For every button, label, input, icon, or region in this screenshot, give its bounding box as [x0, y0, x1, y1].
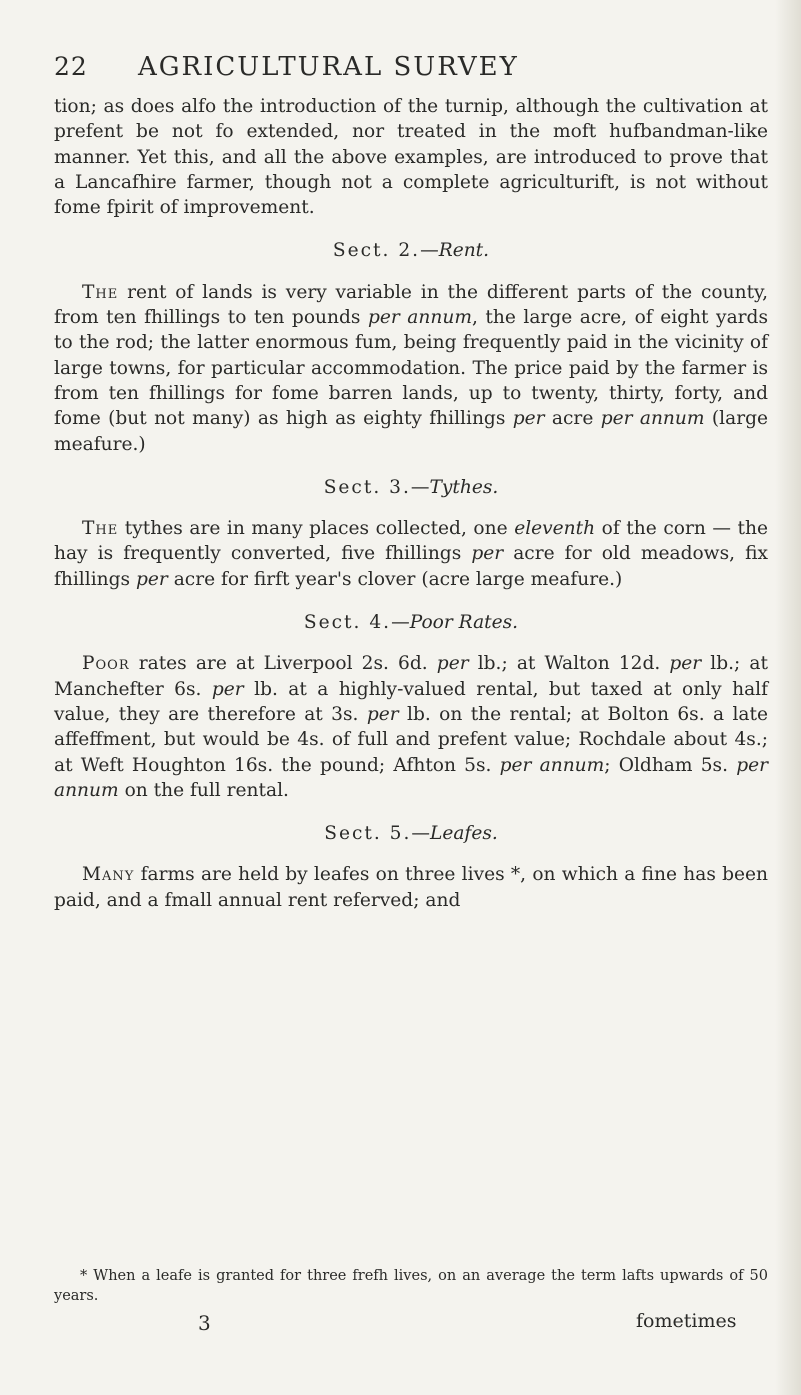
italic-run: per annum	[499, 754, 605, 776]
lead-word: Many	[82, 864, 135, 886]
footnote	[54, 1266, 768, 1306]
text-run: lb.; at Manchefter 6s.	[54, 653, 768, 700]
text-run: farms are held by leafes on three lives *, on which a fine has been paid, and a fmall annual rent referved; and	[54, 864, 768, 911]
section-title: Rent.	[438, 240, 490, 262]
text-run: of the corn — the hay is frequently converted, five fhillings	[54, 518, 768, 565]
section-paragraph-rent	[54, 280, 768, 457]
text-run: on the full rental.	[118, 779, 289, 801]
text-run: lb.; at Walton 12d.	[468, 653, 670, 675]
italic-run: per	[436, 653, 469, 675]
text-run: acre	[544, 408, 601, 430]
italic-run: per annum	[367, 307, 472, 329]
italic-run: per	[211, 678, 244, 700]
page-header	[54, 52, 774, 88]
section-heading-poor-rates: Sect. 4.—Poor Rates.	[303, 612, 519, 634]
section-heading-tythes: Sect. 3.—Tythes.	[323, 476, 499, 498]
italic-run: per	[471, 543, 504, 565]
section-paragraph-leases	[54, 862, 768, 913]
section-label: Sect. 3.	[323, 476, 411, 498]
section-title: Poor Rates.	[409, 612, 519, 634]
page-edge-shadow	[775, 0, 801, 1395]
signature-mark: 3	[198, 1311, 211, 1335]
section-label: Sect. 5.	[324, 823, 412, 845]
text-run: (large meafure.)	[54, 408, 768, 455]
lead-word: Poor	[82, 653, 130, 675]
opening-paragraph: tion; as does alfo the introduction of the turnip, although the cultivation at prefent be not fo extended, nor treated in the moft hufbandman-like manner. Yet this, and all the above examples, are introduced to prove that a Lancafhire farmer, though not a complete agriculturift, is not without fome fpirit of improvement.	[54, 96, 768, 219]
running-head: AGRICULTURAL SURVEY	[138, 52, 519, 82]
italic-run: per	[135, 568, 168, 590]
italic-run: per annum	[600, 408, 705, 430]
italic-run: eleventh	[514, 518, 596, 540]
section-title: Leafes.	[430, 823, 498, 845]
body-text	[54, 94, 768, 913]
italic-run: per annum	[54, 754, 768, 801]
lead-word: The	[82, 518, 119, 540]
lead-word: The	[82, 281, 119, 303]
footnote-text: * When a leafe is granted for three frefh lives, on an average the term lafts upwards of 50 years.	[54, 1268, 768, 1304]
italic-run: per	[669, 653, 702, 675]
section-label: Sect. 2.	[332, 240, 421, 262]
section-title: Tythes.	[429, 476, 499, 498]
text-run: rates are at Liverpool 2s. 6d.	[129, 653, 437, 675]
text-run: acre for old meadows, fix fhillings	[54, 543, 768, 590]
page-number: 22	[54, 52, 88, 81]
section-paragraph-tythes	[54, 516, 768, 592]
catchword: fometimes	[636, 1310, 737, 1332]
text-run: ; Oldham 5s.	[604, 754, 737, 776]
text-run: lb. on the rental; at Bolton 6s. a late affeffment, but would be 4s. of full and prefent value; Rochdale about 4s.; at Weft Houghton 16s. the pound; Afhton 5s.	[54, 703, 768, 776]
section-heading-rent: Sect. 2.—Rent.	[332, 240, 490, 262]
italic-run: per	[366, 703, 399, 725]
text-run: tythes are in many places collected, one	[118, 518, 515, 540]
text-run: rent of lands is very variable in the different parts of the county, from ten fhillings to ten pounds	[54, 281, 768, 329]
section-label: Sect. 4.	[303, 612, 392, 634]
text-run: , the large acre, of eight yards to the rod; the latter enormous fum, being frequently paid in the vicinity of large towns, for particular accommodation. The price paid by the farmer is from ten fhillings for fome barren lands, up to twenty, thirty, forty, and fome (but not many) as high as eighty fhillings	[54, 307, 768, 430]
section-paragraph-poor-rates	[54, 651, 768, 803]
text-run: acre for firft year's clover (acre large meafure.)	[167, 568, 623, 590]
italic-run: per	[512, 408, 545, 430]
text-run: lb. at a highly-valued rental, but taxed at only half value, they are therefore at 3s.	[54, 678, 769, 725]
section-heading-leases: Sect. 5.—Leafes.	[324, 823, 498, 845]
